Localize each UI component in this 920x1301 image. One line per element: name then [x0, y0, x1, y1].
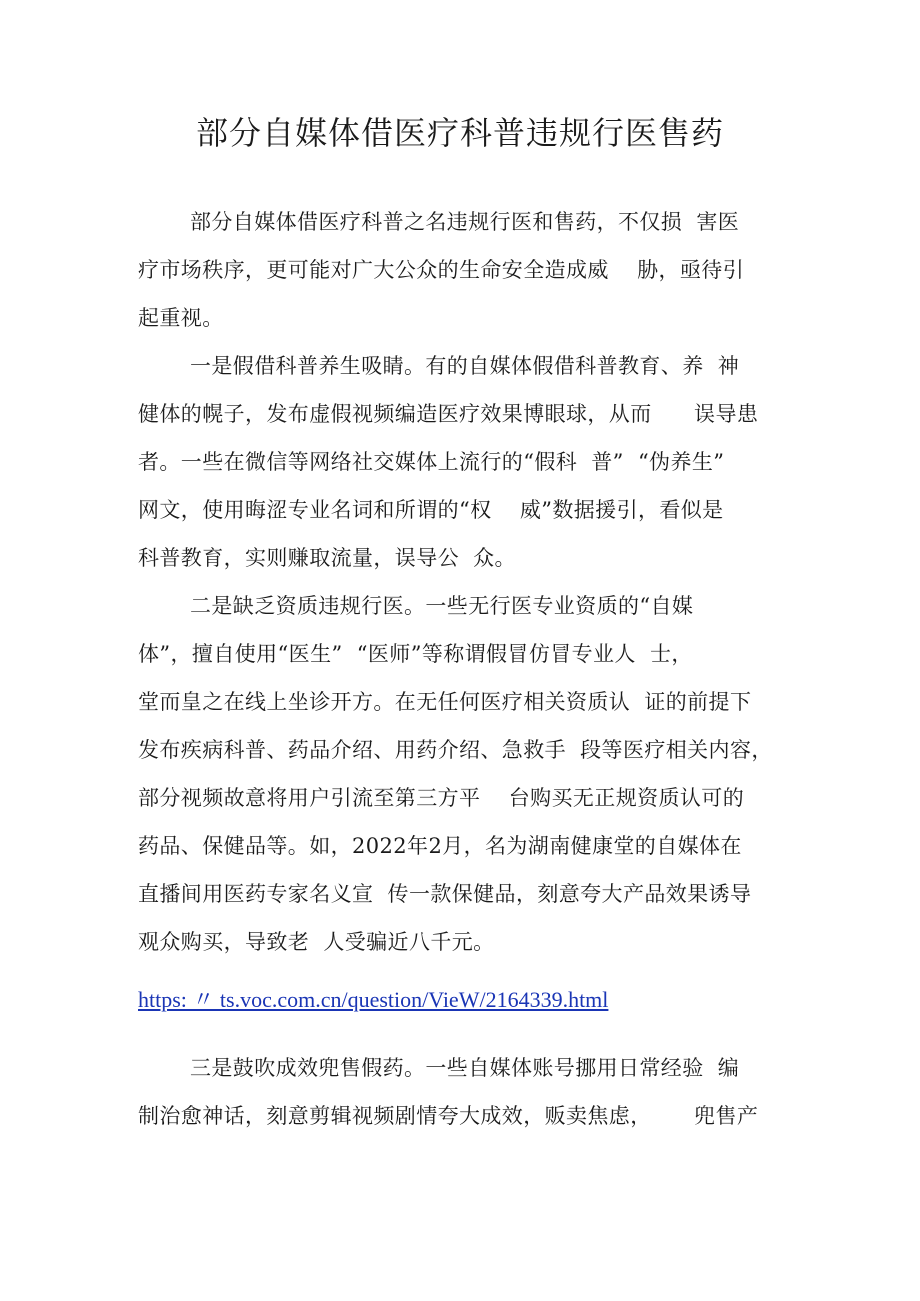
paragraph-line: 堂而皇之在线上坐诊开方。在无任何医疗相关资质认 证的前提下 — [138, 690, 752, 714]
paragraph-2 — [138, 342, 786, 582]
paragraph-line: 起重视。 — [138, 306, 224, 330]
paragraph-line: 科普教育，实则赚取流量，误导公 众。 — [138, 546, 516, 570]
page-title: 部分自媒体借医疗科普违规行医售药 — [195, 114, 724, 152]
paragraph-line: 疗市场秩序，更可能对广大公众的生命安全造成威 胁，亟待引 — [138, 258, 745, 282]
paragraph-line: 观众购买，导致老 人受骗近八千元。 — [138, 930, 495, 954]
paragraph-line: 二是缺乏资质违规行医。一些无行医专业资质的“自媒 — [190, 594, 694, 618]
paragraph-line: 发布疾病科普、药品介绍、用药介绍、急救手 段等医疗相关内容， — [138, 738, 773, 762]
paragraph-line: 部分自媒体借医疗科普之名违规行医和售药，不仅损 害医 — [190, 210, 740, 234]
paragraph-1 — [138, 198, 786, 342]
paragraph-line: 网文，使用晦涩专业名词和所谓的“权 威”数据援引，看似是 — [138, 498, 724, 522]
paragraph-3 — [138, 582, 786, 966]
paragraph-line: 三是鼓吹成效兜售假药。一些自媒体账号挪用日常经验 编 — [190, 1056, 740, 1080]
reference-link[interactable]: https: 〃 ts.voc.com.cn/question/VieW/2164339.html — [138, 987, 609, 1012]
paragraph-line: 健体的幌子，发布虚假视频编造医疗效果博眼球，从而 误导患 — [138, 402, 759, 426]
paragraph-line: 部分视频故意将用户引流至第三方平 台购买无正规资质认可的 — [138, 786, 745, 810]
paragraph-line: 制治愈神话，刻意剪辑视频剧情夸大成效，贩卖焦虑， 兜售产 — [138, 1104, 759, 1128]
paragraph-line: 药品、保健品等。如，2022年2月，名为湖南健康堂的自媒体在 — [138, 834, 742, 858]
paragraph-line: 者。一些在微信等网络社交媒体上流行的“假科 普” “伪养生” — [138, 450, 725, 474]
paragraph-line: 体”，擅自使用“医生” “医师”等称谓假冒仿冒专业人 士， — [138, 642, 693, 666]
paragraph-line: 直播间用医药专家名义宣 传一款保健品，刻意夸大产品效果诱导 — [138, 882, 752, 906]
paragraph-line: 一是假借科普养生吸睛。有的自媒体假借科普教育、养 神 — [190, 354, 740, 378]
paragraph-4 — [138, 1044, 786, 1140]
